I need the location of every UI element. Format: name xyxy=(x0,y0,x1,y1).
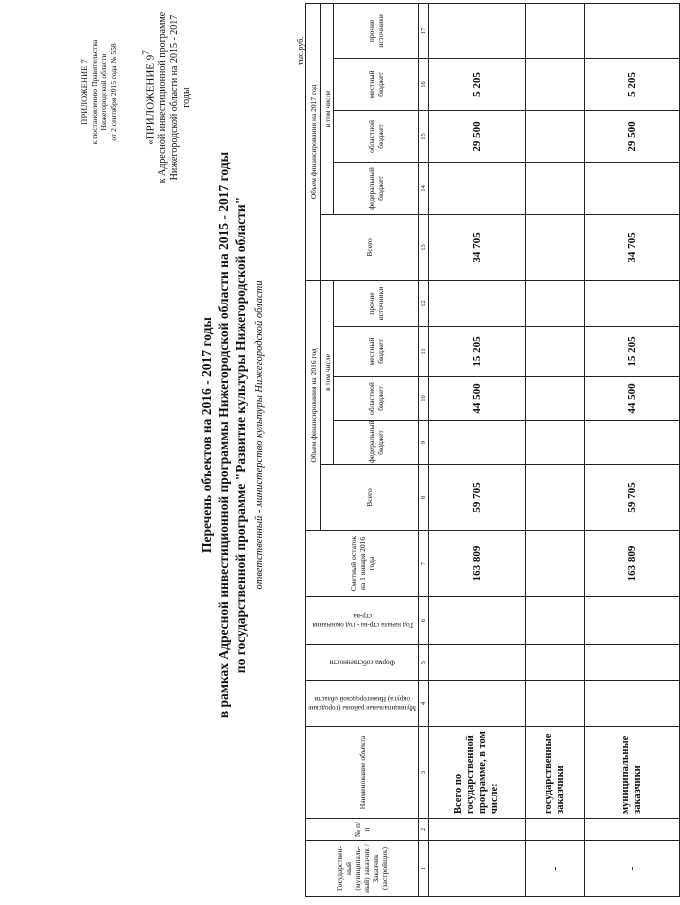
cell-regional-2016: 44 500 xyxy=(585,377,680,421)
header-number: № п/п xyxy=(306,819,419,841)
column-number: 13 xyxy=(419,214,429,280)
appendix-9-7-line: Нижегородской области на 2015 - 2017 xyxy=(168,14,180,181)
cell-estimate xyxy=(526,531,585,597)
cell-years xyxy=(526,597,585,645)
column-number: 16 xyxy=(419,58,429,110)
header-estimate: Сметный остаток на 1 января 2016 года xyxy=(306,531,419,597)
cell-number xyxy=(585,819,680,841)
column-number: 3 xyxy=(419,727,429,819)
column-number: 12 xyxy=(419,280,429,326)
header-total-2017: Всего xyxy=(321,214,419,280)
cell-federal-2017 xyxy=(585,162,680,214)
column-number: 17 xyxy=(419,3,429,58)
cell-ownership xyxy=(585,645,680,681)
column-number: 4 xyxy=(419,681,429,727)
cell-total-2016: 59 705 xyxy=(429,465,526,531)
header-incl-2017: в том числе xyxy=(321,3,334,214)
cell-regional-2017: 29 500 xyxy=(429,110,526,162)
cell-total-2017: 34 705 xyxy=(585,214,680,280)
table-row-total xyxy=(429,3,526,896)
cell-number xyxy=(526,819,585,841)
cell-other-2016 xyxy=(526,280,585,326)
cell-ownership xyxy=(526,645,585,681)
cell-other-2017 xyxy=(585,3,680,58)
cell-local-2017: 5 205 xyxy=(429,58,526,110)
column-number: 7 xyxy=(419,531,429,597)
column-number: 10 xyxy=(419,377,429,421)
cell-local-2016: 15 205 xyxy=(585,327,680,377)
header-customer: Государствен-ный (муниципаль-ный) заказчик / Заказчик (застройщик) xyxy=(306,841,419,897)
appendix-7-line: к постановлению Правительства xyxy=(89,39,99,145)
cell-years xyxy=(585,597,680,645)
cell-total-2016: 59 705 xyxy=(585,465,680,531)
header-local-2016: местный бюджет xyxy=(334,327,419,377)
appendix-9-7-title-text: «ПРИЛОЖЕНИЕ 9 xyxy=(144,54,157,145)
column-number: 6 xyxy=(419,597,429,645)
cell-federal-2016 xyxy=(429,421,526,465)
appendix-7-line: от 2 сентября 2015 года № 558 xyxy=(108,43,118,141)
column-number: 1 xyxy=(419,841,429,897)
cell-regional-2016 xyxy=(526,377,585,421)
header-federal-2016: федеральный бюджет xyxy=(334,421,419,465)
document-heading xyxy=(198,5,249,865)
cell-total-2017 xyxy=(526,214,585,280)
cell-number xyxy=(429,819,526,841)
appendix-9-7-block xyxy=(140,5,193,190)
column-number: 11 xyxy=(419,327,429,377)
cell-federal-2016 xyxy=(526,421,585,465)
column-number: 2 xyxy=(419,819,429,841)
cell-object-name: государственные заказчики xyxy=(526,727,585,819)
cell-regional-2017 xyxy=(526,110,585,162)
header-municipal: Муниципальные районы (городские округа) Нижегородской области xyxy=(306,681,419,727)
header-fin-2017: Объем финансирования на 2017 год xyxy=(306,3,321,280)
cell-total-2016 xyxy=(526,465,585,531)
cell-federal-2017 xyxy=(526,162,585,214)
cell-customer xyxy=(429,841,526,897)
appendix-9-7-title xyxy=(140,5,157,190)
objects-table xyxy=(305,3,680,897)
cell-local-2017: 5 205 xyxy=(585,58,680,110)
cell-municipal xyxy=(526,681,585,727)
header-object-name: Наименование объекта xyxy=(306,727,419,819)
cell-object-name: муниципальные заказчики xyxy=(585,727,680,819)
heading-line: в рамках Адресной инвестиционной программы Нижегородской области на 2015 - 2017 годы xyxy=(216,151,231,719)
cell-customer: - xyxy=(585,841,680,897)
header-regional-2016: областной бюджет xyxy=(334,377,419,421)
column-number: 9 xyxy=(419,421,429,465)
cell-estimate: 163 809 xyxy=(429,531,526,597)
cell-estimate: 163 809 xyxy=(585,531,680,597)
appendix-9-7-line: к Адресной инвестиционной программе xyxy=(156,11,168,184)
header-local-2017: местный бюджет xyxy=(334,58,419,110)
header-years: Год начала стр-ва - год окончания стр-ва xyxy=(306,597,419,645)
header-regional-2017: областной бюджет xyxy=(334,110,419,162)
column-number: 8 xyxy=(419,465,429,531)
appendix-9-7-title-sup: 7 xyxy=(141,50,151,55)
cell-regional-2017: 29 500 xyxy=(585,110,680,162)
responsible-ministry: ответственный - министерство культуры Нижегородской области xyxy=(254,280,265,590)
cell-other-2017 xyxy=(429,3,526,58)
appendix-7-block xyxy=(80,17,118,167)
appendix-7-line: Нижегородской области xyxy=(99,53,108,131)
appendix-7-title: ПРИЛОЖЕНИЕ 7 xyxy=(79,59,89,125)
column-number: 15 xyxy=(419,110,429,162)
cell-object-name: Всего по государственной программе, в том числе: xyxy=(429,727,526,819)
header-ownership: Форма собственности xyxy=(306,645,419,681)
heading-line: по государственной программе "Развитие культуры Нижегородской области" xyxy=(233,196,248,674)
header-fin-2016: Объем финансирования на 2016 год xyxy=(306,280,321,530)
cell-other-2017 xyxy=(526,3,585,58)
cell-local-2016: 15 205 xyxy=(429,327,526,377)
cell-local-2017 xyxy=(526,58,585,110)
cell-other-2016 xyxy=(585,280,680,326)
cell-federal-2017 xyxy=(429,162,526,214)
header-total-2016: Всего xyxy=(321,465,419,531)
column-number: 14 xyxy=(419,162,429,214)
column-number: 5 xyxy=(419,645,429,681)
cell-other-2016 xyxy=(429,280,526,326)
appendix-9-7-line: годы xyxy=(180,87,192,108)
cell-federal-2016 xyxy=(585,421,680,465)
cell-customer: - xyxy=(526,841,585,897)
header-federal-2017: федеральный бюджет xyxy=(334,162,419,214)
cell-ownership xyxy=(429,645,526,681)
cell-total-2017: 34 705 xyxy=(429,214,526,280)
cell-municipal xyxy=(585,681,680,727)
heading-line: Перечень объектов на 2016 - 2017 годы xyxy=(199,317,214,553)
cell-regional-2016: 44 500 xyxy=(429,377,526,421)
table-row-state-customers xyxy=(526,3,585,896)
cell-years xyxy=(429,597,526,645)
header-other-2017: прочие источники xyxy=(334,3,419,58)
cell-local-2016 xyxy=(526,327,585,377)
table-row-municipal-customers xyxy=(585,3,680,896)
header-other-2016: прочие источники xyxy=(334,280,419,326)
unit-label: тыс.руб. xyxy=(296,36,305,65)
cell-municipal xyxy=(429,681,526,727)
header-incl-2016: в том числе xyxy=(321,280,334,464)
